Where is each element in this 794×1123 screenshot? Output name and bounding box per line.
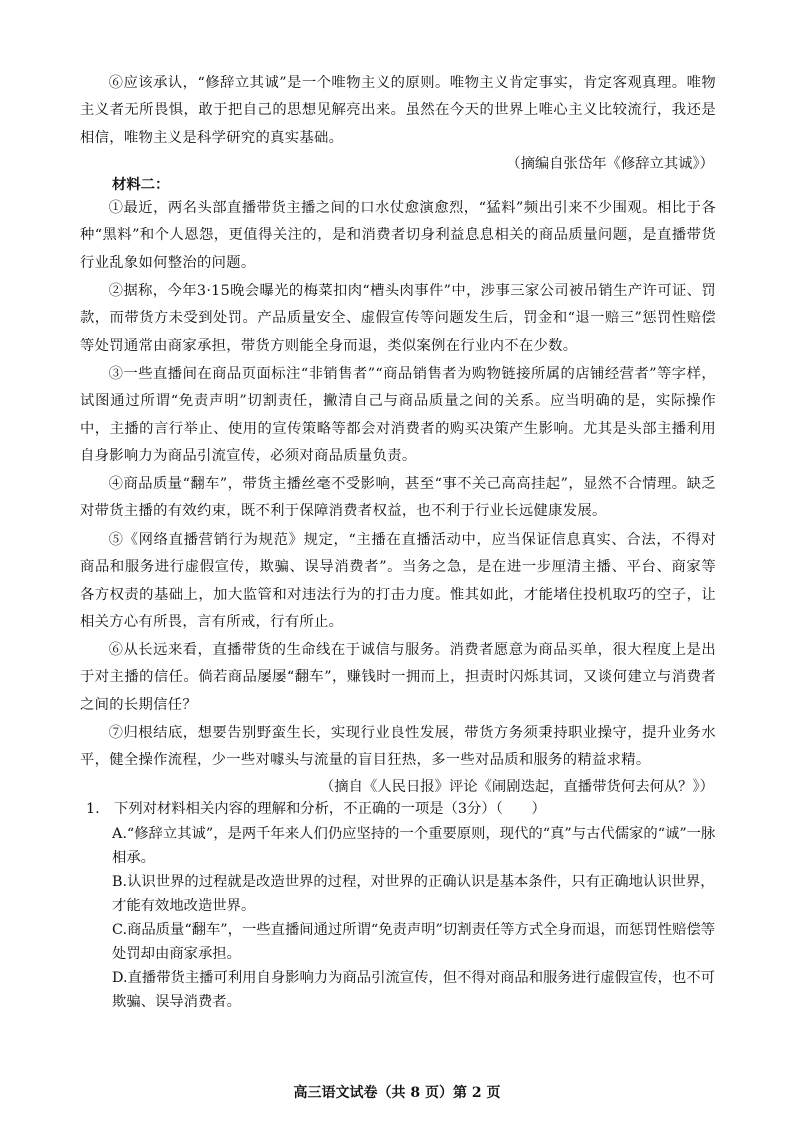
page-footer: 高三语文试卷（共 8 页）第 2 页 bbox=[293, 1085, 501, 1101]
material2-paragraph-4: ④商品质量“翻车”，带货主播丝毫不受影响，甚至“事不关己高高挂起”，显然不合情理。缺乏对带货主播的有效约束，既不利于保障消费者权益，也不利于行业长远健康发展。 bbox=[80, 476, 716, 520]
material2-paragraph-6: ⑥从长远来看，直播带货的生命线在于诚信与服务。消费者愿意为商品买单，很大程度上是出于对主播的信任。倘若商品屡屡“翻车”，赚钱时一拥而上，担责时闪烁其词，又谈何建立与消费者之间的长期信任？ bbox=[80, 642, 716, 713]
material1-paragraph-6: ⑥应该承认，“修辞立其诚”是一个唯物主义的原则。唯物主义肯定事实，肯定客观真理。唯物主义者无所畏惧，敢于把自己的思想见解亮出来。虽然在今天的世界上唯心主义比较流行，我还是相信，唯物主义是科学研究的真实基础。 bbox=[80, 75, 716, 146]
question-1-option-b: B.认识世界的过程就是改造世界的过程，对世界的正确认识是基本条件，只有正确地认识世界，才能有效地改造世界。 bbox=[112, 874, 715, 915]
question-1-option-d: D.直播带货主播可利用自身影响力为商品引流宣传，但不得对商品和服务进行虚假宣传，也不可欺骗、误导消费者。 bbox=[112, 970, 715, 1011]
material2-paragraph-3: ③一些直播间在商品页面标注“非销售者”“商品销售者为购物链接所属的店铺经营者”等字样，试图通过所谓“免责声明”切割责任，撇清自己与商品质量之间的关系。应当明确的是，实际操作中，主播的言行举止、使用的宣传策略等都会对消费者的购买决策产生影响。尤其是头部主播利用自身影响力为商品引流宣传，必须对商品质量负责。 bbox=[80, 366, 716, 464]
material2-paragraph-5: ⑤《网络直播营销行为规范》规定，“主播在直播活动中，应当保证信息真实、合法，不得对商品和服务进行虚假宣传，欺骗、误导消费者”。当务之急，是在进一步厘清主播、平台、商家等各方权责的基础上，加大监管和对违法行为的打击力度。惟其如此，才能堵住投机取巧的空子，让相关方心有所畏，言有所戒，行有所止。 bbox=[80, 532, 716, 630]
material2-paragraph-1: ①最近，两名头部直播带货主播之间的口水仗愈演愈烈，“猛料”频出引来不少围观。相比于各种“黑料”和个人恩怨，更值得关注的，是和消费者切身利益息息相关的商品质量问题，是直播带货行业乱象如何整治的问题。 bbox=[80, 200, 716, 271]
material2-source: （摘自《人民日报》评论《闹剧迭起，直播带货何去何从？》） bbox=[319, 779, 714, 795]
question-1-option-a: A.“修辞立其诚”，是两千年来人们仍应坚持的一个重要原则，现代的“真”与古代儒家的“诚”一脉相承。 bbox=[112, 826, 716, 867]
material1-source: （摘编自张岱年《修辞立其诚》） bbox=[506, 156, 714, 172]
question-1-stem: 1. 下列对材料相关内容的理解和分析，不正确的一项是（3分）（ ） bbox=[86, 801, 546, 817]
material2-paragraph-7: ⑦归根结底，想要告别野蛮生长，实现行业良性发展，带货方务须秉持职业操守，提升业务水平，健全操作流程，少一些对噱头与流量的盲目狂热，多一些对品质和服务的精益求精。 bbox=[80, 725, 716, 769]
question-1-option-c: C.商品质量“翻车”，一些直播间通过所谓“免责声明”切割责任等方式全身而退，而惩罚性赔偿等处罚却由商家承担。 bbox=[112, 922, 716, 963]
material2-heading: 材料二： bbox=[112, 177, 170, 193]
material2-paragraph-2: ②据称，今年3·15晚会曝光的梅菜扣肉“槽头肉事件”中，涉事三家公司被吊销生产许可证、罚款，而带货方未受到处罚。产品质量安全、虚假宣传等问题发生后，罚金和“退一赔三”惩罚性赔偿等处罚通常由商家承担，带货方则能全身而退，类似案例在行业内不在少数。 bbox=[80, 283, 716, 354]
